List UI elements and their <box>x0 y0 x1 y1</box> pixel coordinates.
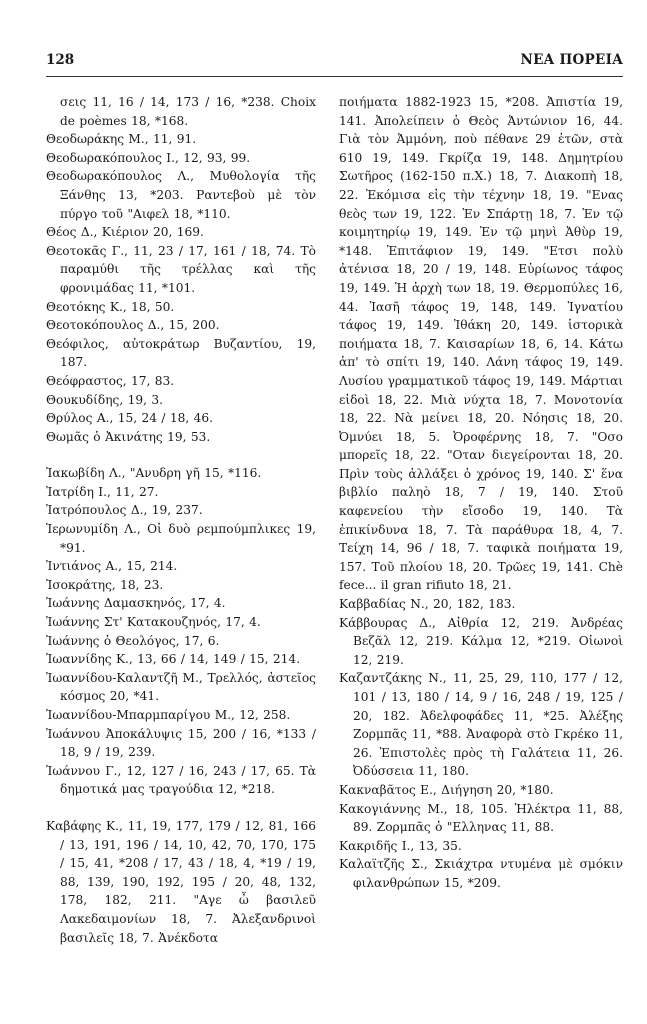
index-entry: Κακναβᾶτος Ε., Διήγηση 20, *180. <box>339 782 554 797</box>
index-entry: ποιήματα 1882-1923 15, *208. Ἀπιστία 19, 141. Ἀπολείπειν ὁ Θεὸς Ἀντώνιον 16, 44. Γιὰ τὸν Ἀμμόνη, ποὺ πέθανε 29 ἐτῶν, στὰ 610 19, 149. Γκρίζα 19, 148. Δημητρίου Σωτῆρος (162-150 π.Χ.) 18, 7. Διακοπὴ 18, 22. Ἐκόμισα εἰς τὴν τέχνην 18, 19. "Ενας θεὸς των 19, 122. Ἐν Σπάρτῃ 18, 7. Ἐν τῷ κοιμητηρίῳ 19, 149. Ἐν τῷ μηνὶ Ἀθὺρ 19, *148. Ἐπιτάφιον 19, 149. "Ετσι πολὺ ἀτένισα 18, 20 / 19, 148. Εὐρίωνος τάφος 19, 149. Ἡ ἀρχὴ των 18, 19. Θερμοπύλες 16, 44. Ἰασῆ τάφος 19, 148, 149. Ἰγνατίου τάφος 19, 149. Ἰθάκη 20, 149. ἱστορικὰ ποιήματα 18, 7. Καισαρίων 18, 6, 14. Κάτω ἀπ' τὸ σπίτι 19, 140. Λάνη τάφος 19, 149. Λυσίου γραμματικοῦ τάφος 19, 149. Μάρτιαι εἰδοὶ 18, 22. Μιὰ νύχτα 18, 7. Μονοτονία 18, 22. Νὰ μείνει 18, 20. Νόησις 18, 20. Ὀμνύει 18, 5. Ὀροφέρνης 18, 7. "Οσο μπορεῖς 18, 22. "Οταν διεγείρονται 18, 20. Πρὶν τοὺς ἀλλάξει ὁ χρόνος 19, 140. Σ' ἕνα βιβλίο παληὸ 18, 7 / 19, 140. Στοῦ καφενείου τὴν εἴσοδο 19, 140. Τὰ ἐπικίνδυνα 18, 7. Τὰ παράθυρα 18, 4, 7. Τείχη 14, 96 / 18, 7. ταφικὰ ποιήματα 19, 157. Τοῦ πλοίου 18, 20. Τρῶες 19, 141. Chè fece... il gran rifiuto 18, 21. <box>339 95 623 593</box>
index-entry: Θέος Δ., Κιέριον 20, 169. <box>46 225 204 240</box>
index-entry: Θεόφραστος, 17, 83. <box>46 373 175 388</box>
index-entry: Θεοδωρακόπουλος Ι., 12, 93, 99. <box>46 150 251 165</box>
index-entry: Ἰατρόπουλος Δ., 19, 237. <box>46 503 203 518</box>
index-entry: Θεοδωρακόπουλος Λ., Μυθολογία τῆς Ξάνθης 13, *203. Ραντεβοὺ μὲ τὸν πύργο τοῦ "Αιφελ 18, *110. <box>46 169 316 221</box>
index-entry: σεις 11, 16 / 14, 173 / 16, *238. Choix de poèmes 18, *168. <box>60 95 316 128</box>
left-column <box>46 93 316 947</box>
index-group-theta <box>46 93 316 446</box>
right-column <box>339 93 623 893</box>
index-entry: Ἰωάννης Στ' Κατακουζηνός, 17, 4. <box>46 615 261 630</box>
index-entry: Ἰωαννίδου-Μπαρμπαρίγου Μ., 12, 258. <box>46 708 291 722</box>
index-entry: Καβάφης Κ., 11, 19, 177, 179 / 12, 81, 166 / 13, 191, 196 / 14, 10, 42, 70, 170, 175 / 15, 41, *208 / 17, 43 / 18, 4, *19 / 19, 88, 139, 190, 192, 195 / 20, 48, 132, 178, 182, 211. "Αγε ὦ βασιλεῦ Λακεδαιμονίων 18, 7. Ἀλεξανδρινοὶ βασιλεῖς 18, 7. Ἀνέκδοτα <box>46 818 316 945</box>
index-entry: Ἰωάννης Δαμασκηνός, 17, 4. <box>46 596 226 611</box>
index-entry: Θεόφιλος, αὐτοκράτωρ Βυζαντίου, 19, 187. <box>46 336 316 370</box>
index-entry: Θεοτοκόπουλος Δ., 15, 200. <box>46 318 220 333</box>
index-entry: Ἰατρίδη Ι., 11, 27. <box>46 484 159 499</box>
index-entry: Ἰσοκράτης, 18, 23. <box>46 577 164 592</box>
index-entry: Κάββουρας Δ., Αἰθρία 12, 219. Ἀνδρέας Βεζᾶλ 12, 219. Κάλμα 12, *219. Οἰωνοὶ 12, 219. <box>339 615 623 667</box>
index-entry: Ἰωάννου Ἀποκάλυψις 15, 200 / 16, *133 / 18, 9 / 19, 239. <box>46 726 316 760</box>
index-entry: Θεοτοκᾶς Γ., 11, 23 / 17, 161 / 18, 74. Τὸ παραμύθι τῆς τρέλλας καὶ τῆς φρονιμάδας 11, *101. <box>46 243 316 295</box>
index-entry: Θωμᾶς ὁ Ἀκινάτης 19, 53. <box>46 429 211 444</box>
index-entry: Ἰωαννίδης Κ., 13, 66 / 14, 149 / 15, 214. <box>46 652 301 667</box>
index-entry: Ἰωαννίδου-Καλαντζῆ Μ., Τρελλός, ἀστεῖος κόσμος 20, *41. <box>46 670 316 704</box>
index-entry: Θεοδωράκης Μ., 11, 91. <box>46 132 197 147</box>
index-entry: Ἰακωβίδη Λ., "Ανυδρη γῆ 15, *116. <box>46 466 262 481</box>
page-number: 128 <box>46 52 75 68</box>
index-entry: Καλαϊτζῆς Σ., Σκιάχτρα ντυμένα μὲ σμόκιν φιλανθρώπων 15, *209. <box>339 857 623 890</box>
index-group-iota <box>46 464 316 799</box>
index-entry: Θρύλος Α., 15, 24 / 18, 46. <box>46 411 214 426</box>
index-entry: Κακριδῆς Ι., 13, 35. <box>339 838 462 853</box>
index-entry: Ἰντιάνος Α., 15, 214. <box>46 559 178 574</box>
index-entry: Κακογιάννης Μ., 18, 105. Ἠλέκτρα 11, 88, 89. Ζορμπᾶς ὁ "Ελληνας 11, 88. <box>339 801 623 835</box>
index-entry: Ἱερωνυμίδη Λ., Οἱ δυὸ ρεμπούμπλικες 19, *91. <box>46 522 316 555</box>
index-entry: Καββαδίας Ν., 20, 182, 183. <box>339 597 516 612</box>
index-entry: Θουκυδίδης, 19, 3. <box>46 392 163 407</box>
index-entry: Ἰωάννου Γ., 12, 127 / 16, 243 / 17, 65. Τὰ δημοτικά μας τραγούδια 12, *218. <box>46 763 316 797</box>
index-group-kappa <box>46 817 316 947</box>
index-entry: Θεοτόκης Κ., 18, 50. <box>46 299 175 314</box>
page-header <box>46 48 623 77</box>
index-group-kappa-continued <box>339 93 623 893</box>
index-entry: Ἰωάννης ὁ Θεολόγος, 17, 6. <box>46 633 220 648</box>
running-title: ΝΕΑ ΠΟΡΕΙΑ <box>520 52 623 68</box>
index-entry: Καζαντζάκης Ν., 11, 25, 29, 110, 177 / 12, 101 / 13, 180 / 14, 9 / 16, 248 / 19, 125 / 20, 182. Ἀδελφοφάδες 11, *25. Ἀλέξης Ζορμπᾶς 11, *88. Ἀναφορὰ στὸ Γκρέκο 11, 26. Ἐπιστολὲς πρὸς τὴ Γαλάτεια 11, 26. Ὀδύσσεια 11, 180. <box>339 671 623 779</box>
